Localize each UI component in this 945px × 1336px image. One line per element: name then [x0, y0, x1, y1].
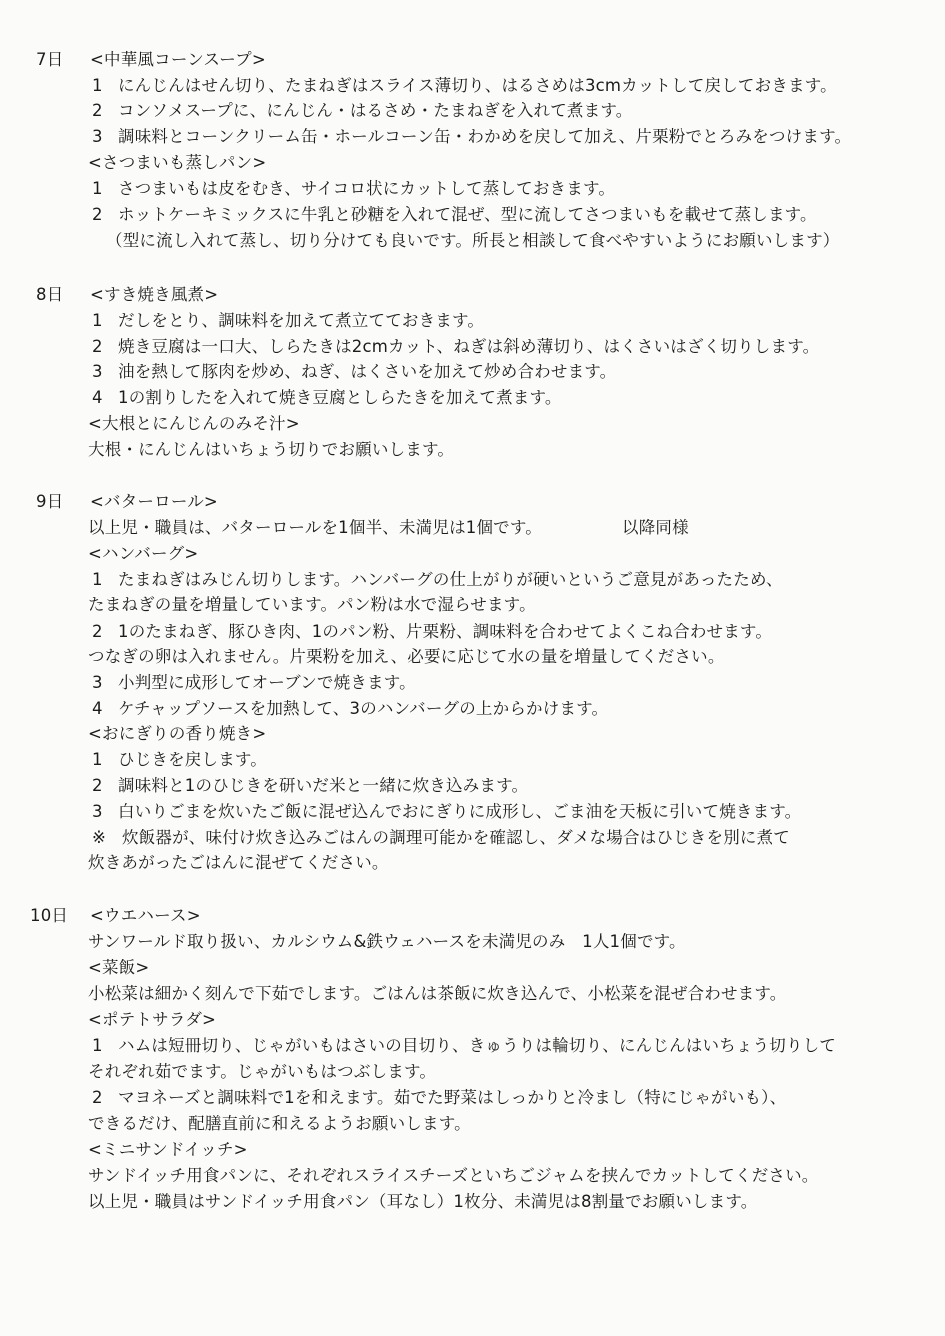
- step-text: 小判型に成形してオーブンで焼きます。: [118, 673, 416, 692]
- plain-text: 小松菜は細かく刻んで下茹でします。ごはんは茶飯に炊き込んで、小松菜を混ぜ合わせます。: [88, 984, 787, 1003]
- step-number: 2: [92, 622, 103, 641]
- step-number: 2: [92, 101, 103, 120]
- plain-text: サンドイッチ用食パンに、それぞれスライスチーズといちごジャムを挟んでカットしてください。: [88, 1166, 819, 1185]
- plain-text: 大根・にんじんはいちょう切りでお願いします。: [88, 440, 455, 459]
- step-number: 1: [92, 750, 103, 769]
- step-text: ケチャップソースを加熱して、3のハンバーグの上からかけます。: [118, 699, 609, 718]
- dish-title: <中華風コーンスープ>: [90, 50, 266, 69]
- step-number: 1: [92, 1036, 103, 1055]
- step-number: 1: [92, 570, 103, 589]
- dish-title: <菜飯>: [88, 958, 150, 977]
- plain-text: できるだけ、配膳直前に和えるようお願いします。: [88, 1114, 471, 1133]
- aside-text: 以降同様: [622, 518, 689, 537]
- step-text: コンソメスープに、にんじん・はるさめ・たまねぎを入れて煮ます。: [118, 101, 633, 120]
- step-number: 1: [92, 76, 103, 95]
- day-label: 8日: [36, 285, 64, 304]
- step-number: 2: [92, 776, 103, 795]
- step-text: マヨネーズと調味料で1を和えます。茹でた野菜はしっかりと冷まし（特にじゃがいも）、: [118, 1088, 787, 1107]
- note-text: 炊飯器が、味付け炊き込みごはんの調理可能かを確認し、ダメな場合はひじきを別に煮て: [122, 828, 790, 847]
- note-mark: ※: [92, 828, 107, 847]
- step-text: ハムは短冊切り、じゃがいもはさいの目切り、きゅうりは輪切り、にんじんはいちょう切りして: [118, 1036, 837, 1055]
- step-text: ホットケーキミックスに牛乳と砂糖を入れて混ぜ、型に流してさつまいもを載せて蒸します。: [118, 205, 817, 224]
- step-text: さつまいもは皮をむき、サイコロ状にカットして蒸しておきます。: [118, 179, 616, 198]
- step-text: 1の割りしたを入れて焼き豆腐としらたきを加えて煮ます。: [118, 388, 562, 407]
- plain-text: 以上児・職員はサンドイッチ用食パン（耳なし）1枚分、未満児は8割量でお願いします。: [88, 1192, 758, 1211]
- dish-title: <おにぎりの香り焼き>: [88, 724, 267, 743]
- step-number: 3: [92, 362, 103, 381]
- step-text: 調味料とコーンクリーム缶・ホールコーン缶・わかめを戻して加え、片栗粉でとろみをつけます。: [118, 127, 852, 146]
- step-number: 4: [92, 388, 103, 407]
- step-text: たまねぎはみじん切りします。ハンバーグの仕上がりが硬いというご意見があったため、: [118, 570, 783, 589]
- plain-text: 以上児・職員は、バターロールを1個半、未満児は1個です。: [88, 518, 542, 537]
- step-text: 1のたまねぎ、豚ひき肉、1のパン粉、片栗粉、調味料を合わせてよくこね合わせます。: [118, 622, 773, 641]
- step-text: 白いりごまを炊いたご飯に混ぜ込んでおにぎりに成形し、ごま油を天板に引いて焼きます。: [118, 802, 802, 821]
- step-text: にんじんはせん切り、たまねぎはスライス薄切り、はるさめは3cmカットして戻しておきます。: [118, 76, 837, 95]
- plain-text: たまねぎの量を増量しています。パン粉は水で湿らせます。: [88, 595, 536, 614]
- step-text: 焼き豆腐は一口大、しらたきは2cmカット、ねぎは斜め薄切り、はくさいはざく切りします。: [118, 337, 820, 356]
- plain-text: つなぎの卵は入れません。片栗粉を加え、必要に応じて水の量を増量してください。: [88, 647, 725, 666]
- dish-title: <ミニサンドイッチ>: [88, 1140, 248, 1159]
- step-text: 油を熱して豚肉を炒め、ねぎ、はくさいを加えて炒め合わせます。: [118, 362, 617, 381]
- step-number: 2: [92, 205, 103, 224]
- dish-title: <大根とにんじんのみそ汁>: [88, 414, 300, 433]
- step-number: 2: [92, 1088, 103, 1107]
- step-number: 1: [92, 179, 103, 198]
- plain-text: 炊きあがったごはんに混ぜてください。: [88, 853, 389, 872]
- step-number: 3: [92, 127, 103, 146]
- step-number: 3: [92, 802, 103, 821]
- day-label: 7日: [36, 50, 64, 69]
- dish-title: <ハンバーグ>: [88, 544, 199, 563]
- step-number: 2: [92, 337, 103, 356]
- plain-text: サンワールド取り扱い、カルシウム&鉄ウェハースを未満児のみ 1人1個です。: [88, 932, 686, 951]
- day-label: 10日: [30, 906, 69, 925]
- note-text: （型に流し入れて蒸し、切り分けても良いです。所長と相談して食べやすいようにお願いします）: [106, 231, 840, 250]
- step-text: だしをとり、調味料を加えて煮立てておきます。: [118, 311, 485, 330]
- dish-title: <バターロール>: [90, 492, 218, 511]
- dish-title: <ポテトサラダ>: [88, 1010, 217, 1029]
- step-number: 3: [92, 673, 103, 692]
- dish-title: <さつまいも蒸しパン>: [88, 153, 267, 172]
- step-number: 1: [92, 311, 103, 330]
- step-text: 調味料と1のひじきを研いだ米と一緒に炊き込みます。: [118, 776, 529, 795]
- dish-title: <ウエハース>: [90, 906, 201, 925]
- step-number: 4: [92, 699, 103, 718]
- plain-text: それぞれ茹でます。じゃがいもはつぶします。: [88, 1062, 437, 1081]
- day-label: 9日: [36, 492, 64, 511]
- dish-title: <すき焼き風煮>: [90, 285, 219, 304]
- step-text: ひじきを戻します。: [118, 750, 267, 769]
